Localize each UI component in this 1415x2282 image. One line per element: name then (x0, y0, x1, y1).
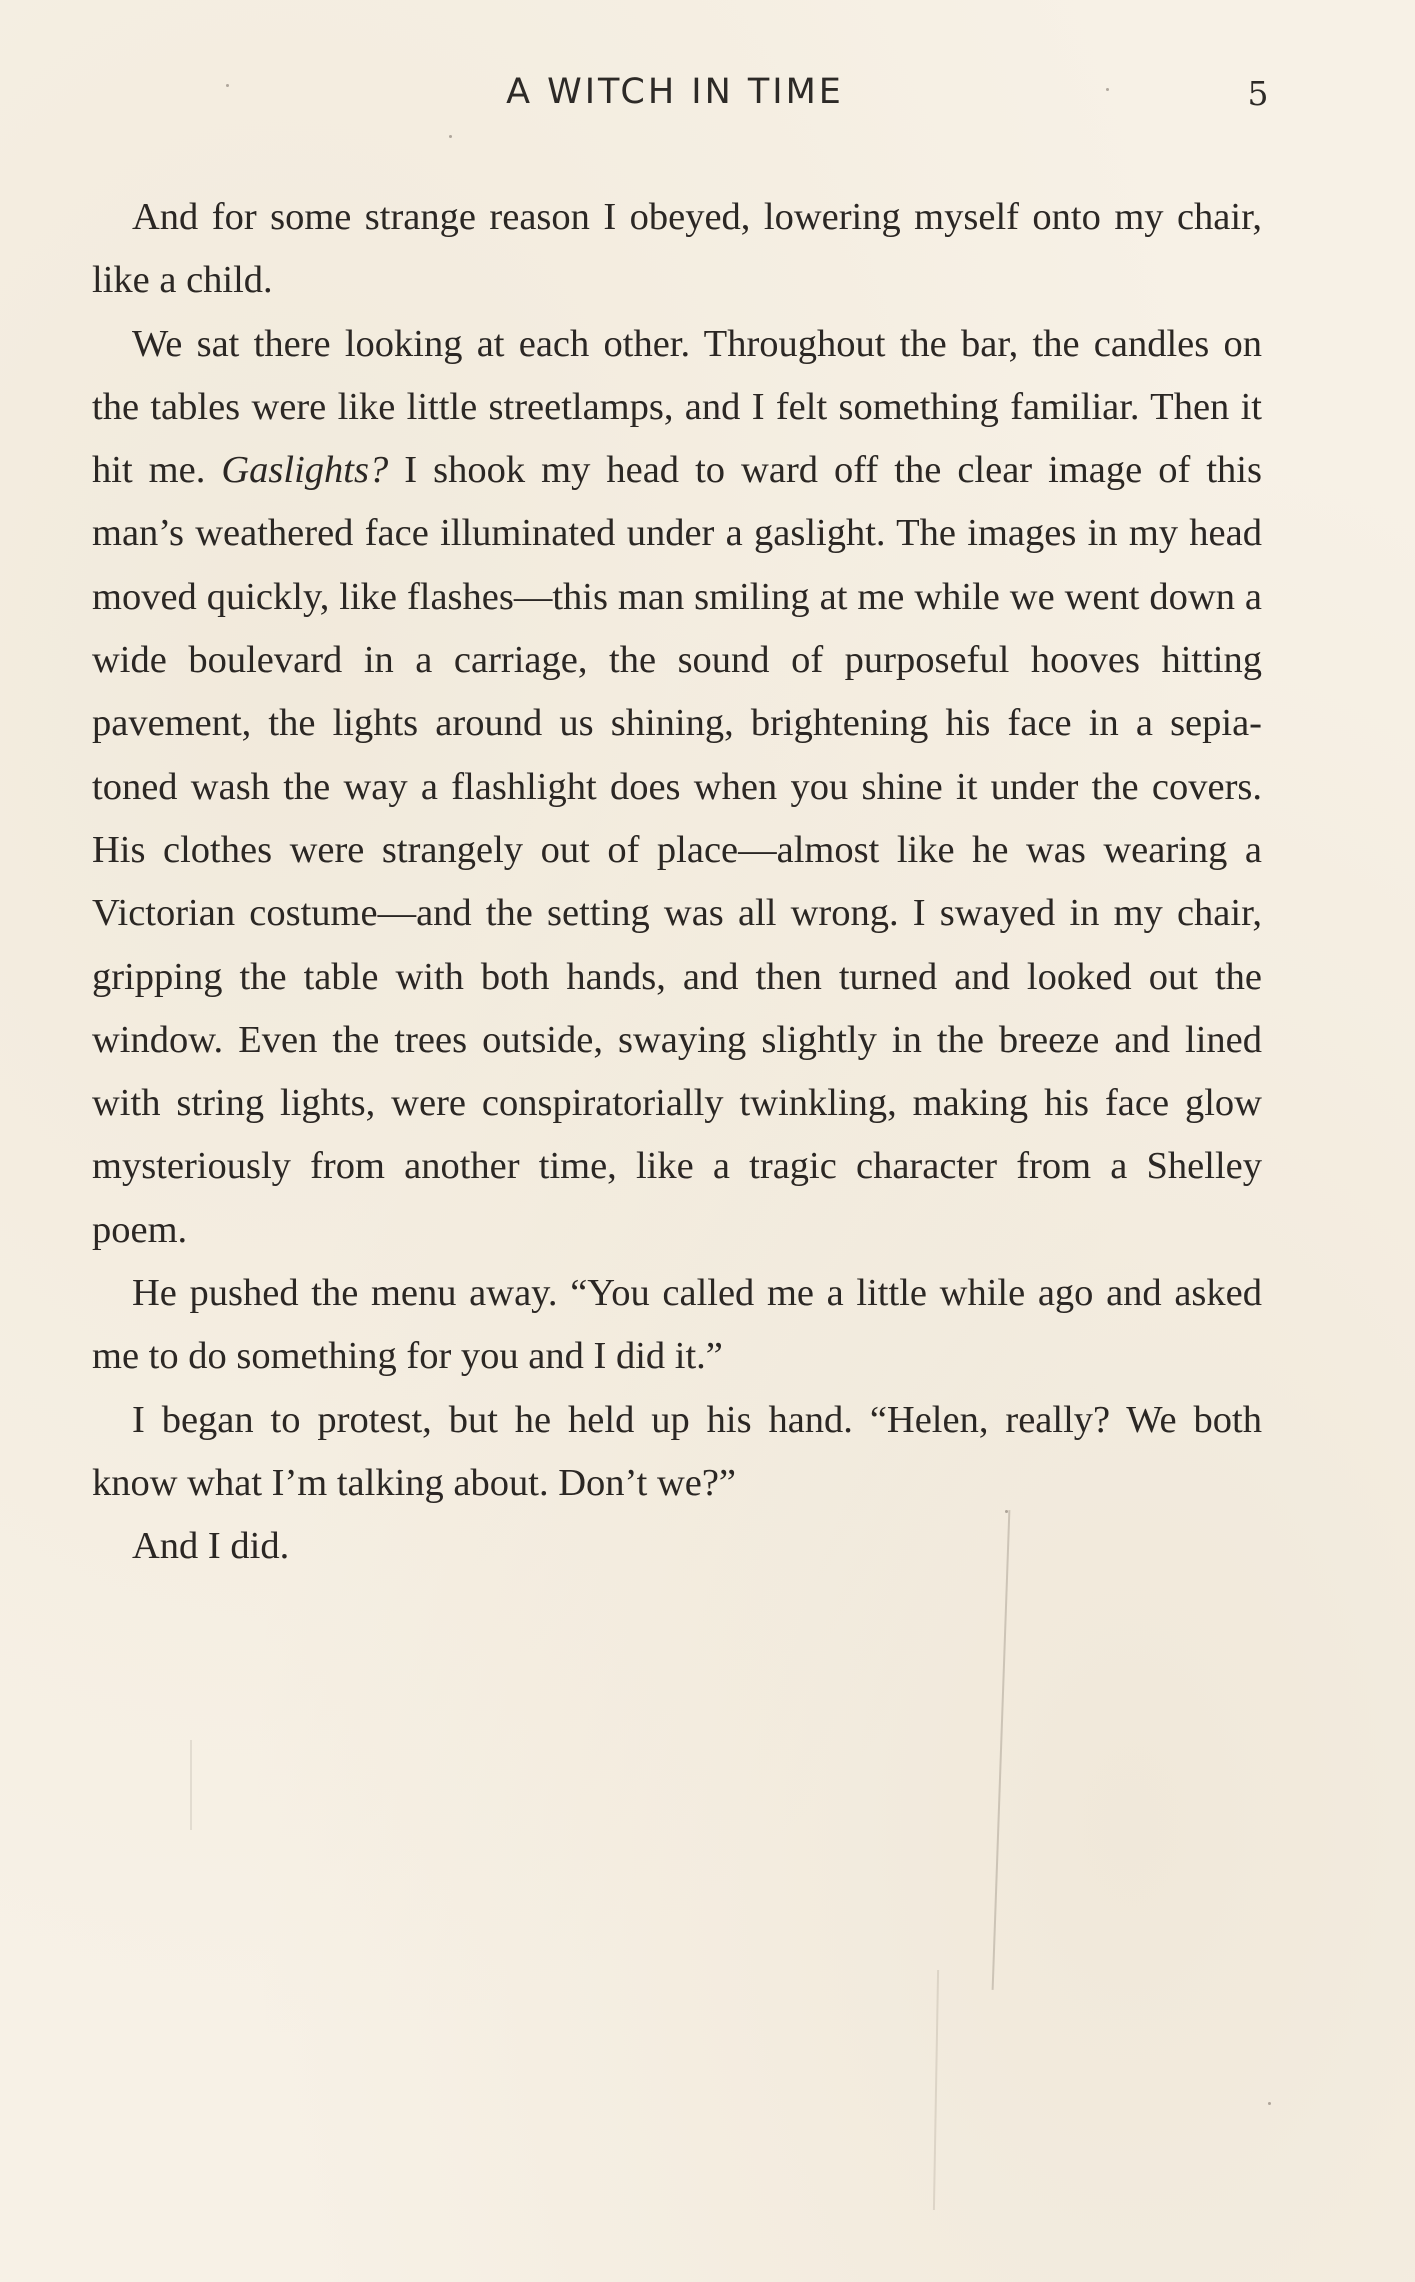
page-crease (992, 1510, 1011, 1990)
paragraph: He pushed the menu away. “You called me a little while ago and asked me to do something for you and I did it.” (92, 1272, 1262, 1378)
page-crease (933, 1970, 939, 2210)
scan-speck (1268, 2102, 1271, 2105)
running-header (0, 72, 1415, 122)
paragraph: And I did. (132, 1525, 290, 1568)
page-number: 5 (1247, 74, 1269, 113)
body-text (92, 186, 1262, 1579)
paragraph-text: I shook my head to ward off the clear image of this man’s weathered face illuminated under a gaslight. The images in my head moved quickly, like flashes—this man smiling at me while we went down a wide boulevard in a carriage, the sound of purposeful hooves hitting pavement, the lights around us shining, brightening his face in a sepia-toned wash the way a flashlight does when you shine it under the covers. His clothes were strangely out of place—almost like he was wearing a Victorian costume—and the setting was all wrong. I swayed in my chair, gripping the table with both hands, and then turned and looked out the window. Even the trees outside, swaying slightly in the breeze and lined with string lights, were conspiratorially twinkling, making his face glow mysteriously from another time, like a tragic character from a Shelley poem. (92, 449, 1262, 1251)
scan-speck (449, 135, 452, 138)
italic-text: Gaslights? (221, 449, 389, 492)
paragraph: And for some strange reason I obeyed, lowering myself onto my chair, like a child. (92, 196, 1262, 302)
running-title: A WITCH IN TIME (506, 72, 844, 112)
paragraph-text: We sat there looking at each other. Throughout the bar, the candles on the tables were like little streetlamps, and I felt something familiar. Then it hit me. (92, 322, 1262, 492)
paragraph (92, 313, 1262, 1262)
page-crease (190, 1740, 192, 1830)
paragraph: I began to protest, but he held up his hand. “Helen, really? We both know what I’m talking about. Don’t we?” (92, 1398, 1262, 1504)
